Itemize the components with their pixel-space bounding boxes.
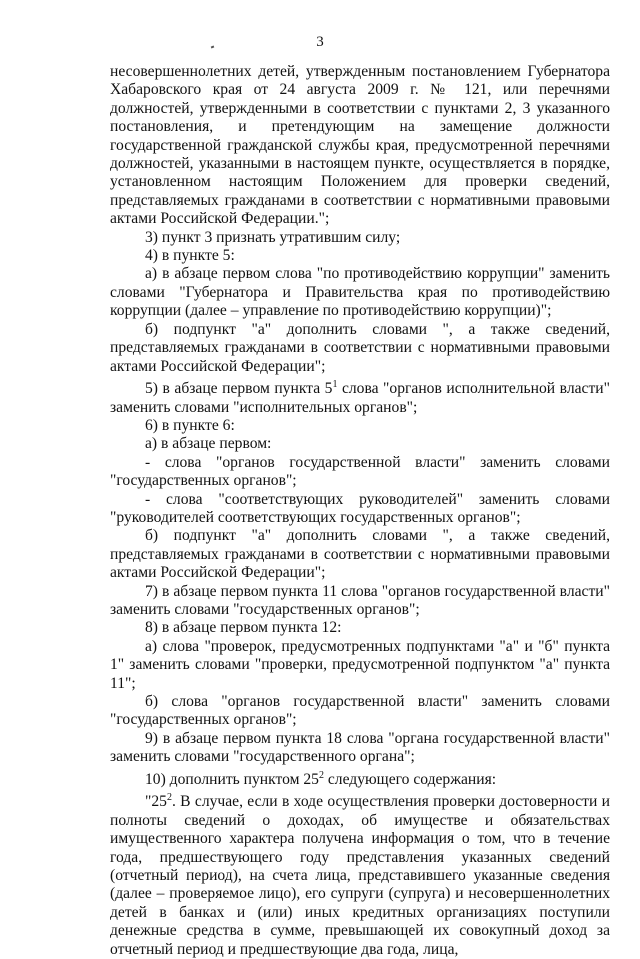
paragraph-item-8b: б) слова "органов государственной власти" заменить словами "государственных органов"; [110,693,610,729]
paragraph-item-8: 8) в абзаце первом пункта 12: [145,619,342,637]
paragraph-item-6a-dash1: - слова "органов государственной власти" заменить словами "государственных органов"; [110,453,610,490]
paragraph-text: 5) в абзаце первом пункта 5 [145,380,333,398]
paragraph-item-3: 3) пункт 3 признать утратившим силу; [145,228,401,246]
paragraph-text: . В случае, если в ходе осуществления проверки достоверности и полноты сведений о доходах, об имуществе и обязательствах имущественного характера получена информация о том, что в течение года, предшествующего году представления указанных сведений (отчетный период), на счета лица, представившего указанные сведения (далее – проверяемое лицо), его супруги (супруга) и несовершеннолетних детей в банках и (или) иных кредитных организациях поступили денежные средства в сумме, превышающей их совокупный доход за отчетный период и предшествующие два года, лица, [110,793,610,958]
paragraph-text: 10) дополнить пунктом 25 [145,770,319,788]
paragraph-item-9: 9) в абзаце первом пункта 18 слова "органа государственной власти" заменить словами "государственного органа"; [110,729,610,766]
paragraph-new-clause-25-2 [110,789,610,959]
paragraph-item-6: 6) в пункте 6: [145,416,235,434]
paragraph-item-4: 4) в пункте 5: [145,247,235,265]
paragraph-item-4a: а) в абзаце первом слова "по противодействию коррупции" заменить словами "Губернатора и Правительства края по противодействию коррупции (далее – управление по противодействию коррупции)"; [110,265,610,320]
paragraph-text: слова "органов исполнительной власти" заменить словами "исполнительных органов"; [110,380,610,416]
paragraph-item-6a-dash2: - слова "соответствующих руководителей" заменить словами "руководителей соответствующих государственных органов"; [110,490,610,526]
paragraph-item-6b: б) подпункт "а" дополнить словами ", а также сведений, представляемых гражданами в соответствии с нормативными правовыми актами Российской Федерации"; [110,527,610,582]
paragraph-item-4b: б) подпункт "а" дополнить словами ", а также сведений, представляемых гражданами в соответствии с нормативными правовыми актами Российской Федерации"; [110,320,610,375]
paragraph-item-5 [110,376,610,417]
superscript: 2 [318,769,324,781]
superscript: 1 [332,378,338,390]
paragraph-text: следующего содержания: [323,770,497,788]
superscript: 2 [166,792,172,804]
paragraph-continuation: несовершеннолетних детей, утвержденным постановлением Губернатора Хабаровского края от 24 августа 2009 г. № 121, или перечнями должностей, утвержденными в соответствии с пунктами 2, 3 указанного постановления, и претендующим на замещение должности государственной гражданской службы края, предусмотренной перечнями должностей, указанными в настоящем пункте, осуществляется в порядке, установленном настоящим Положением для проверки сведений, представляемых гражданами в соответствии с нормативными правовыми актами Российской Федерации."; [110,63,610,228]
paragraph-item-10 [110,767,610,790]
paragraph-item-7: 7) в абзаце первом пункта 11 слова "органов государственной власти" заменить словами "государственных органов"; [110,582,610,618]
page-number: 3 [316,34,324,50]
paragraph-item-8a: а) слова "проверок, предусмотренных подпунктами "а" и "б" пункта 1" заменить словами "проверки, предусмотренной подпунктом "а" пункта 11"; [110,637,610,692]
paragraph-text: "25 [145,793,167,811]
paragraph-item-6a: а) в абзаце первом: [145,435,272,453]
document-body [110,63,610,959]
